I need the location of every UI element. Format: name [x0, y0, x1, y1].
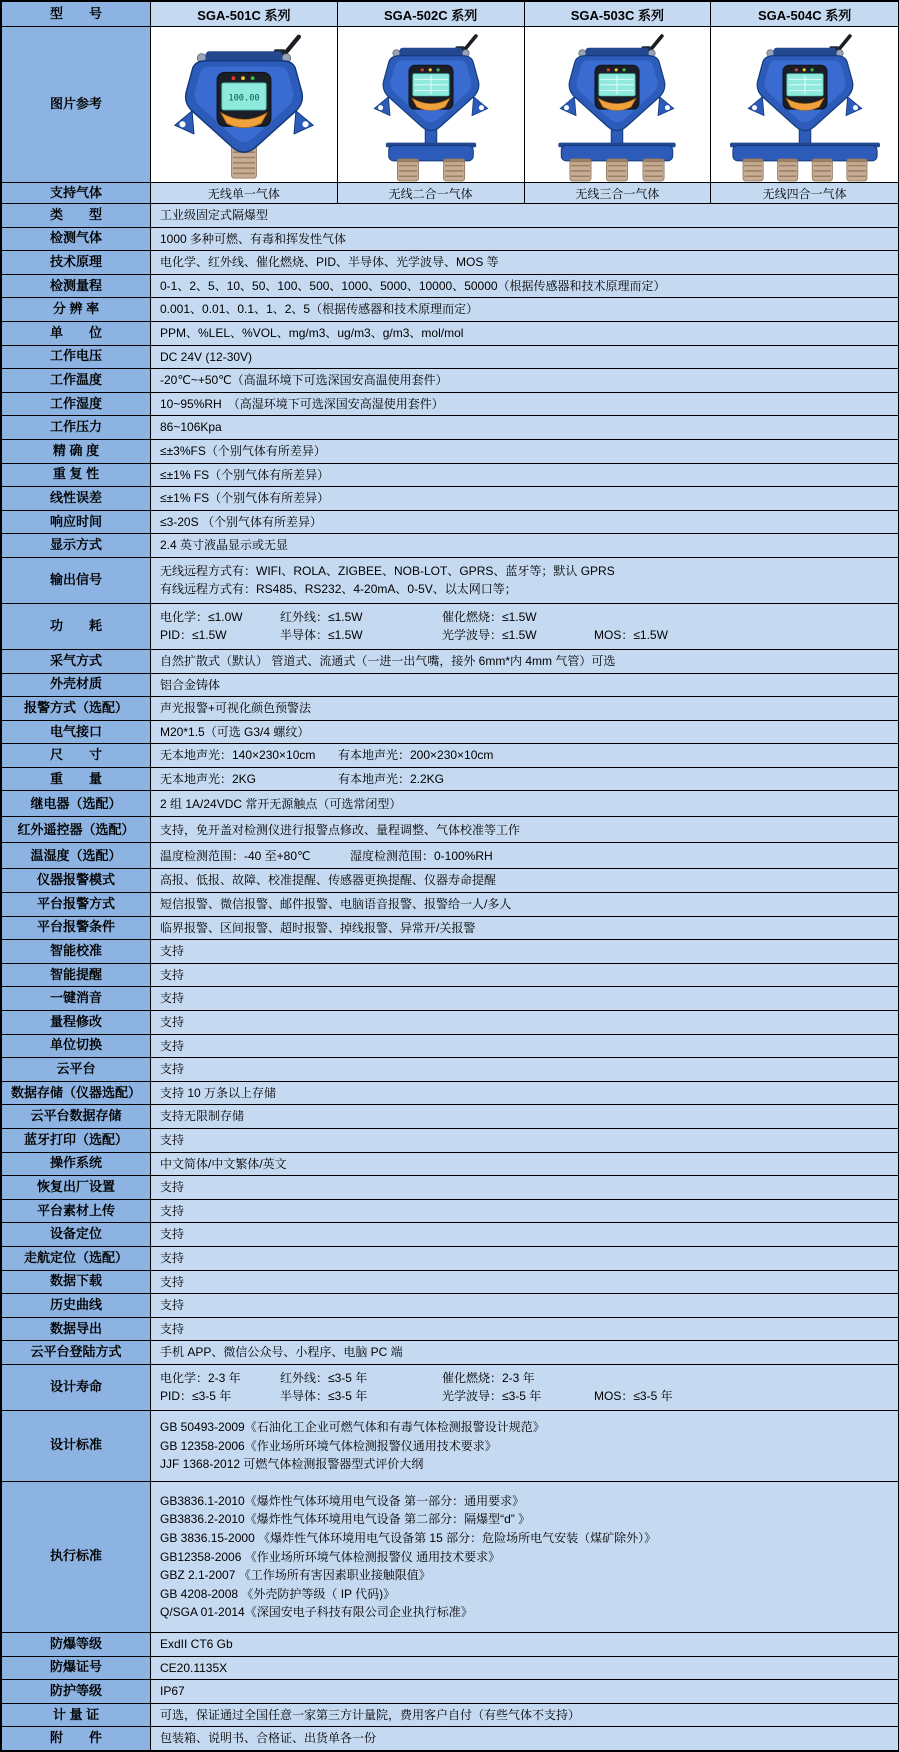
- row-label-exec_std: 执行标准: [2, 1482, 151, 1632]
- gas-value-4: 无线四合一气体: [711, 183, 898, 203]
- row-label-bt_print: 蓝牙打印（选配）: [2, 1129, 151, 1152]
- row-value-alarm_mode: 声光报警+可视化颜色预警法: [151, 697, 898, 720]
- row-value-device_alarm: 高报、低报、故障、校准提醒、传感器更换提醒、仪器寿命提醒: [151, 869, 898, 892]
- row-value-unit_switch: 支持: [151, 1035, 898, 1058]
- svg-text:100.00: 100.00: [228, 93, 260, 104]
- spec-row-sampling: [2, 650, 898, 674]
- row-value-type: 工业级固定式隔爆型: [151, 204, 898, 227]
- value-segment: 催化燃烧：≤1.5W: [442, 609, 537, 624]
- row-label-os: 操作系统: [2, 1153, 151, 1176]
- row-label-temp_humidity: 温湿度（选配）: [2, 843, 151, 868]
- spec-row-design_life: [2, 1365, 898, 1411]
- value-line: [160, 770, 896, 789]
- row-label-platform_alarm_mode: 平台报警方式: [2, 893, 151, 916]
- value-line: [160, 580, 896, 599]
- row-value-os: 中文简体/中文繁体/英文: [151, 1153, 898, 1176]
- value-segment: GB 50493-2009《石油化工企业可燃气体和有毒气体检测报警设计规范》: [160, 1420, 545, 1435]
- value-line: [160, 1566, 896, 1585]
- row-value-exd_cert: CE20.1135X: [151, 1657, 898, 1680]
- row-label-device_location: 设备定位: [2, 1223, 151, 1246]
- value-line: [160, 1529, 896, 1548]
- row-label-material_upload: 平台素材上传: [2, 1200, 151, 1223]
- row-value-design_std: [151, 1411, 898, 1481]
- row-label-accuracy: 精 确 度: [2, 440, 151, 463]
- row-value-nav_location: 支持: [151, 1247, 898, 1270]
- value-line: [160, 1387, 896, 1406]
- spec-row-data_export: [2, 1318, 898, 1342]
- row-value-platform_alarm_cond: 临界报警、区间报警、超时报警、掉线报警、异常开/关报警: [151, 917, 898, 940]
- row-value-weight: [151, 768, 898, 791]
- row-label-cloud_storage: 云平台数据存储: [2, 1105, 151, 1128]
- spec-row-design_std: [2, 1411, 898, 1482]
- spec-row-smart_cal: [2, 940, 898, 964]
- value-segment: 有本地声光：200×230×10cm: [338, 748, 494, 763]
- spec-row-signal: [2, 558, 898, 604]
- model-name-sga-501c: SGA-501C 系列: [151, 2, 338, 26]
- spec-row-smart_remind: [2, 964, 898, 988]
- row-label-relay: 继电器（选配）: [2, 791, 151, 816]
- value-line: [160, 1369, 896, 1388]
- row-label-unit_switch: 单位切换: [2, 1035, 151, 1058]
- spec-row-accuracy: [2, 440, 898, 464]
- row-label-repeatability: 重 复 性: [2, 464, 151, 487]
- value-segment: JJF 1368-2012 可燃气体检测报警器型式评价大纲: [160, 1457, 424, 1472]
- row-label-data_export: 数据导出: [2, 1318, 151, 1341]
- row-value-bt_print: 支持: [151, 1129, 898, 1152]
- row-value-power: [151, 604, 898, 649]
- gas-value-3: 无线三合一气体: [525, 183, 712, 203]
- value-segment: GB12358-2006 《作业场所环境气体检测报警仪 通用技术要求》: [160, 1549, 501, 1564]
- spec-row-weight: [2, 768, 898, 792]
- value-segment: Q/SGA 01-2014《深国安电子科技有限公司企业执行标准》: [160, 1605, 473, 1620]
- spec-row-cloud: [2, 1058, 898, 1082]
- value-line: [160, 608, 896, 627]
- row-value-unit: PPM、%LEL、%VOL、mg/m3、ug/m3、g/m3、mol/mol: [151, 322, 898, 345]
- value-segment: GB3836.2-2010《爆炸性气体环境用电气设备 第二部分：隔爆型“d” 》: [160, 1512, 531, 1527]
- row-value-smart_remind: 支持: [151, 964, 898, 987]
- spec-row-cloud_storage: [2, 1105, 898, 1129]
- row-label-design_std: 设计标准: [2, 1411, 151, 1481]
- spec-row-device_alarm: [2, 869, 898, 893]
- value-line: [160, 1548, 896, 1567]
- row-value-device_location: 支持: [151, 1223, 898, 1246]
- spec-row-unit: [2, 322, 898, 346]
- value-line: [160, 1437, 896, 1456]
- row-label-nav_location: 走航定位（选配）: [2, 1247, 151, 1270]
- value-segment: 电化学：2-3 年: [160, 1370, 241, 1385]
- row-label-signal: 输出信号: [2, 558, 151, 603]
- row-label-gas: 支持气体: [2, 183, 151, 203]
- row-value-platform_alarm_mode: 短信报警、微信报警、邮件报警、电脑语音报警、报警给一人/多人: [151, 893, 898, 916]
- row-value-cloud_storage: 支持无限制存储: [151, 1105, 898, 1128]
- row-label-principle: 技术原理: [2, 251, 151, 274]
- value-segment: 温度检测范围：-40 至+80℃: [160, 848, 311, 863]
- spec-row-linearity: [2, 487, 898, 511]
- row-label-cloud_login: 云平台登陆方式: [2, 1341, 151, 1364]
- value-line: [160, 626, 896, 645]
- spec-row-relay: [2, 791, 898, 817]
- value-line: [160, 1510, 896, 1529]
- row-label-size: 尺 寸: [2, 744, 151, 767]
- row-label-ir_remote: 红外遥控器（选配）: [2, 817, 151, 842]
- spec-row-cloud_login: [2, 1341, 898, 1365]
- value-segment: GB3836.1-2010《爆炸性气体环境用电气设备 第一部分：通用要求》: [160, 1493, 525, 1508]
- row-label-sampling: 采气方式: [2, 650, 151, 673]
- value-segment: MOS：≤1.5W: [594, 628, 668, 643]
- row-value-data_storage: 支持 10 万条以上存储: [151, 1082, 898, 1105]
- row-label-work_humidity: 工作湿度: [2, 393, 151, 416]
- row-value-exec_std: [151, 1482, 898, 1632]
- value-line: [160, 1455, 896, 1474]
- row-value-cloud: 支持: [151, 1058, 898, 1081]
- value-segment: 无本地声光：2KG: [160, 771, 257, 786]
- row-value-range: 0-1、2、5、10、50、100、500、1000、5000、10000、50000（根据传感器和技术原理而定）: [151, 275, 898, 298]
- row-value-sampling: 自然扩散式（默认） 管道式、流通式（一进一出气嘴，接外 6mm*内 4mm 气管）可选: [151, 650, 898, 673]
- row-label-resolution: 分 辨 率: [2, 298, 151, 321]
- row-label-images: 图片参考: [2, 27, 151, 182]
- row-value-shell: 铝合金铸体: [151, 674, 898, 697]
- value-line: [160, 1603, 896, 1622]
- row-label-range_modify: 量程修改: [2, 1011, 151, 1034]
- spec-row-data_download: [2, 1271, 898, 1295]
- value-segment: 半导体：≤3-5 年: [280, 1389, 368, 1404]
- row-value-work_temp: -20℃~+50℃（高温环境下可选深国安高温使用套件）: [151, 369, 898, 392]
- value-segment: 有本地声光：2.2KG: [338, 771, 445, 786]
- spec-row-response: [2, 511, 898, 535]
- row-value-linearity: ≤±1% FS（个别气体有所差异）: [151, 487, 898, 510]
- row-label-data_storage: 数据存储（仪器选配）: [2, 1082, 151, 1105]
- row-value-cloud_login: 手机 APP、微信公众号、小程序、电脑 PC 端: [151, 1341, 898, 1364]
- spec-row-work_humidity: [2, 393, 898, 417]
- row-value-relay: 2 组 1A/24VDC 常开无源触点（可选常闭型）: [151, 791, 898, 816]
- value-segment: 光学波导：≤1.5W: [442, 628, 537, 643]
- spec-row-electrical_port: [2, 721, 898, 745]
- spec-row-display: [2, 534, 898, 558]
- gas-value-2: 无线二合一气体: [338, 183, 525, 203]
- spec-row-repeatability: [2, 464, 898, 488]
- row-label-history_curve: 历史曲线: [2, 1294, 151, 1317]
- row-value-metering_cert: 可选，保证通过全国任意一家第三方计量院，费用客户自付（有些气体不支持）: [151, 1704, 898, 1727]
- row-label-smart_remind: 智能提醒: [2, 964, 151, 987]
- row-value-work_humidity: 10~95%RH （高湿环境下可选深国安高湿使用套件）: [151, 393, 898, 416]
- gas-value-1: 无线单一气体: [151, 183, 338, 203]
- row-value-voltage: DC 24V (12-30V): [151, 346, 898, 369]
- row-label-linearity: 线性误差: [2, 487, 151, 510]
- row-label-platform_alarm_cond: 平台报警条件: [2, 917, 151, 940]
- product-image-sga-503c: [525, 27, 712, 182]
- row-label-smart_cal: 智能校准: [2, 940, 151, 963]
- row-value-accuracy: ≤±3%FS（个别气体有所差异）: [151, 440, 898, 463]
- row-label-power: 功 耗: [2, 604, 151, 649]
- spec-row-exec_std: [2, 1482, 898, 1633]
- value-segment: 半导体：≤1.5W: [280, 628, 363, 643]
- spec-row-resolution: [2, 298, 898, 322]
- value-line: [160, 746, 896, 765]
- spec-row-device_location: [2, 1223, 898, 1247]
- spec-row-power: [2, 604, 898, 650]
- model-name-sga-503c: SGA-503C 系列: [525, 2, 712, 26]
- row-label-model: 型 号: [2, 2, 151, 26]
- spec-row-range_modify: [2, 1011, 898, 1035]
- product-image-row: [2, 27, 898, 183]
- row-label-type: 类 型: [2, 204, 151, 227]
- spec-row-ir_remote: [2, 817, 898, 843]
- row-label-device_alarm: 仪器报警模式: [2, 869, 151, 892]
- row-value-design_life: [151, 1365, 898, 1410]
- value-line: [160, 1585, 896, 1604]
- row-label-alarm_mode: 报警方式（选配）: [2, 697, 151, 720]
- spec-row-exd_cert: [2, 1657, 898, 1681]
- value-line: [160, 1492, 896, 1511]
- row-value-size: [151, 744, 898, 767]
- spec-row-work_temp: [2, 369, 898, 393]
- row-value-factory_reset: 支持: [151, 1176, 898, 1199]
- value-segment: GB 4208-2008 《外壳防护等级（ IP 代码)》: [160, 1586, 396, 1601]
- row-value-signal: [151, 558, 898, 603]
- spec-row-os: [2, 1153, 898, 1177]
- spec-row-metering_cert: [2, 1704, 898, 1728]
- value-segment: PID：≤3-5 年: [160, 1389, 232, 1404]
- value-segment: 催化燃烧：2-3 年: [442, 1370, 535, 1385]
- row-label-range: 检测量程: [2, 275, 151, 298]
- row-label-design_life: 设计寿命: [2, 1365, 151, 1410]
- model-name-sga-504c: SGA-504C 系列: [711, 2, 898, 26]
- spec-row-size: [2, 744, 898, 768]
- value-segment: 红外线：≤3-5 年: [280, 1370, 368, 1385]
- row-value-principle: 电化学、红外线、催化燃烧、PID、半导体、光学波导、MOS 等: [151, 251, 898, 274]
- row-label-shell: 外壳材质: [2, 674, 151, 697]
- spec-row-range: [2, 275, 898, 299]
- row-value-data_download: 支持: [151, 1271, 898, 1294]
- row-value-data_export: 支持: [151, 1318, 898, 1341]
- value-segment: 光学波导：≤3-5 年: [442, 1389, 542, 1404]
- value-segment: GB 12358-2006《作业场所环境气体检测报警仪通用技术要求》: [160, 1438, 497, 1453]
- value-segment: 电化学：≤1.0W: [160, 609, 243, 624]
- spec-row-type: [2, 204, 898, 228]
- spec-row-platform_alarm_mode: [2, 893, 898, 917]
- row-value-exd_grade: ExdII CT6 Gb: [151, 1633, 898, 1656]
- spec-row-pressure: [2, 416, 898, 440]
- spec-row-data_storage: [2, 1082, 898, 1106]
- row-value-pressure: 86~106Kpa: [151, 416, 898, 439]
- row-value-gases: 1000 多种可燃、有毒和挥发性气体: [151, 228, 898, 251]
- row-label-one_key_mute: 一键消音: [2, 987, 151, 1010]
- row-value-range_modify: 支持: [151, 1011, 898, 1034]
- spec-row-accessories: [2, 1727, 898, 1751]
- spec-row-factory_reset: [2, 1176, 898, 1200]
- spec-row-voltage: [2, 346, 898, 370]
- spec-row-gases: [2, 228, 898, 252]
- row-value-accessories: 包装箱、说明书、合格证、出货单各一份: [151, 1727, 898, 1750]
- row-label-unit: 单 位: [2, 322, 151, 345]
- row-label-cloud: 云平台: [2, 1058, 151, 1081]
- model-header-row: [2, 2, 898, 27]
- product-image-sga-501c: [151, 27, 338, 182]
- value-line: [160, 1418, 896, 1437]
- spec-row-history_curve: [2, 1294, 898, 1318]
- row-label-exd_cert: 防爆证号: [2, 1657, 151, 1680]
- row-label-data_download: 数据下载: [2, 1271, 151, 1294]
- row-value-one_key_mute: 支持: [151, 987, 898, 1010]
- spec-row-temp_humidity: [2, 843, 898, 869]
- spec-row-material_upload: [2, 1200, 898, 1224]
- spec-row-one_key_mute: [2, 987, 898, 1011]
- row-label-ip_grade: 防护等级: [2, 1680, 151, 1703]
- model-name-sga-502c: SGA-502C 系列: [338, 2, 525, 26]
- value-segment: MOS：≤3-5 年: [594, 1389, 673, 1404]
- row-label-accessories: 附 件: [2, 1727, 151, 1750]
- value-segment: GB 3836.15-2000 《爆炸性气体环境用电气设备第 15 部分：危险场所电气安装（煤矿除外）》: [160, 1531, 657, 1546]
- row-label-electrical_port: 电气接口: [2, 721, 151, 744]
- spec-row-alarm_mode: [2, 697, 898, 721]
- row-value-smart_cal: 支持: [151, 940, 898, 963]
- row-value-material_upload: 支持: [151, 1200, 898, 1223]
- row-label-factory_reset: 恢复出厂设置: [2, 1176, 151, 1199]
- value-segment: GBZ 2.1-2007 《工作场所有害因素职业接触限值》: [160, 1568, 431, 1583]
- spec-row-principle: [2, 251, 898, 275]
- value-line: [160, 847, 896, 866]
- value-segment: 红外线：≤1.5W: [280, 609, 363, 624]
- value-segment: 无本地声光：140×230×10cm: [160, 748, 316, 763]
- row-label-response: 响应时间: [2, 511, 151, 534]
- row-label-work_temp: 工作温度: [2, 369, 151, 392]
- row-value-repeatability: ≤±1% FS（个别气体有所差异）: [151, 464, 898, 487]
- spec-rows-container: [2, 204, 898, 1751]
- spec-row-ip_grade: [2, 1680, 898, 1704]
- spec-row-unit_switch: [2, 1035, 898, 1059]
- spec-row-bt_print: [2, 1129, 898, 1153]
- row-label-pressure: 工作压力: [2, 416, 151, 439]
- row-label-voltage: 工作电压: [2, 346, 151, 369]
- row-value-response: ≤3-20S （个别气体有所差异）: [151, 511, 898, 534]
- spec-row-shell: [2, 674, 898, 698]
- spec-row-nav_location: [2, 1247, 898, 1271]
- row-value-ip_grade: IP67: [151, 1680, 898, 1703]
- value-segment: 无线远程方式有：WIFI、ROLA、ZIGBEE、NOB-LOT、GPRS、蓝牙等；默认 GPRS: [160, 563, 615, 578]
- supported-gas-row: [2, 183, 898, 204]
- value-segment: 有线远程方式有：RS485、RS232、4-20mA、0-5V、以太网口等；: [160, 582, 517, 597]
- row-value-resolution: 0.001、0.01、0.1、1、2、5（根据传感器和技术原理而定）: [151, 298, 898, 321]
- row-label-exd_grade: 防爆等级: [2, 1633, 151, 1656]
- value-line: [160, 562, 896, 581]
- row-label-gases: 检测气体: [2, 228, 151, 251]
- value-segment: PID：≤1.5W: [160, 628, 227, 643]
- row-label-weight: 重 量: [2, 768, 151, 791]
- product-image-sga-502c: [338, 27, 525, 182]
- product-image-sga-504c: [711, 27, 898, 182]
- row-value-display: 2.4 英寸液晶显示或无显: [151, 534, 898, 557]
- spec-row-platform_alarm_cond: [2, 917, 898, 941]
- row-label-metering_cert: 计 量 证: [2, 1704, 151, 1727]
- row-value-ir_remote: 支持，免开盖对检测仪进行报警点修改、量程调整、气体校准等工作: [151, 817, 898, 842]
- value-segment: 湿度检测范围：0-100%RH: [350, 848, 493, 863]
- spec-row-exd_grade: [2, 1633, 898, 1657]
- row-value-history_curve: 支持: [151, 1294, 898, 1317]
- row-value-electrical_port: M20*1.5（可选 G3/4 螺纹）: [151, 721, 898, 744]
- row-value-temp_humidity: [151, 843, 898, 868]
- row-label-display: 显示方式: [2, 534, 151, 557]
